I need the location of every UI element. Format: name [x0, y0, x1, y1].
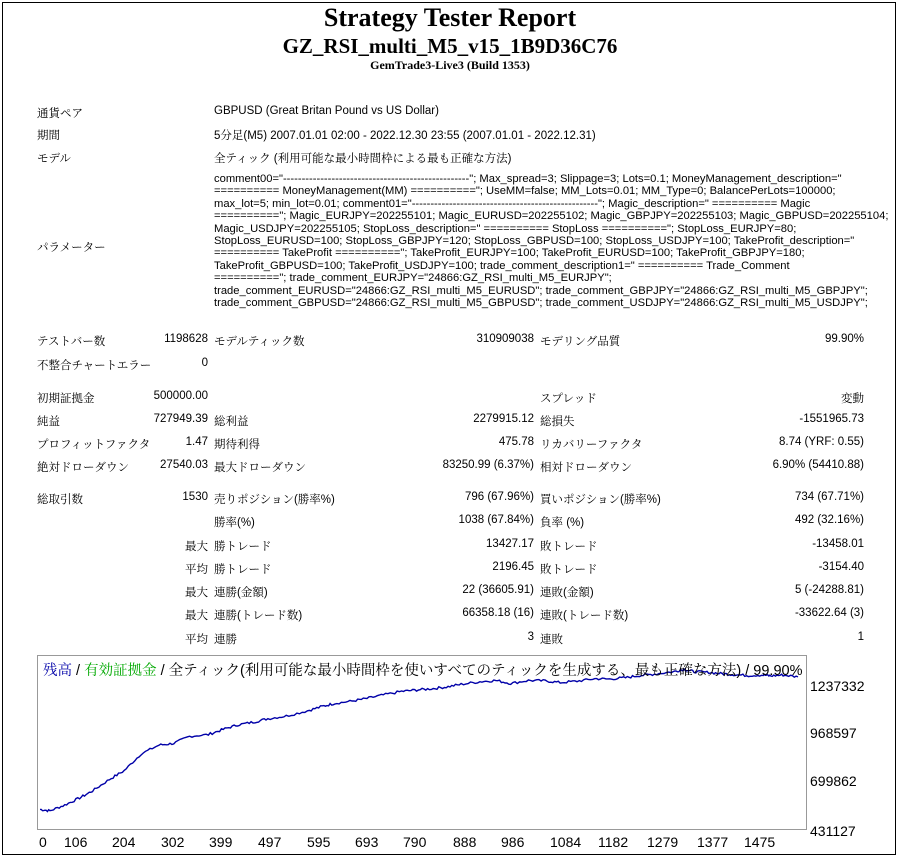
max-prefix-3: 最大 — [185, 610, 208, 622]
max-win-value: 13427.17 — [486, 538, 534, 550]
x-tick-label: 1182 — [598, 834, 629, 850]
cons-wins-count-value: 66358.18 (16) — [462, 607, 534, 619]
x-tick-label: 497 — [258, 834, 282, 850]
expected-payoff-label: 期待利得 — [214, 439, 260, 451]
spread-label: スプレッド — [540, 393, 597, 405]
x-tick-label: 693 — [355, 834, 379, 850]
total-trades-value: 1530 — [182, 491, 208, 503]
absolute-drawdown-value: 27540.03 — [160, 459, 208, 471]
avg-cons-losses-label: 連敗 — [540, 634, 563, 646]
x-tick-label: 204 — [112, 834, 136, 850]
loss-rate-label: 負率 (%) — [540, 517, 585, 529]
parameters-line: =========="; trade_comment_EURJPY="24866:GZ_RSI_multi_M5_EURJPY"; — [214, 272, 612, 285]
relative-drawdown-label: 相対ドローダウン — [540, 462, 632, 474]
gross-loss-value: -1551965.73 — [799, 413, 864, 425]
parameters-line: ========== MoneyManagement(MM) =========="; UseMM=false; MM_Lots=0.01; MM_Type=0; BalancePerLots=100000; — [214, 185, 836, 198]
model-label: モデル — [37, 153, 71, 165]
x-tick-label: 1377 — [697, 834, 729, 850]
cons-losses-amount-label: 連敗(金額) — [540, 587, 594, 599]
x-tick-label: 888 — [453, 834, 477, 850]
balance-line — [40, 669, 798, 811]
win-rate-label: 勝率(%) — [214, 517, 255, 529]
avg-win-label: 勝トレード — [214, 564, 272, 576]
initial-deposit-value: 500000.00 — [153, 390, 208, 402]
x-tick-label: 1279 — [647, 834, 679, 850]
parameters-line: Magic_USDJPY=202255105; StopLoss_description=" ========== StopLoss =========="; StopLoss_EURJPY=80; — [214, 222, 797, 235]
period-label: 期間 — [37, 130, 60, 142]
modeling-quality-value: 99.90% — [824, 333, 864, 345]
expected-payoff-value: 475.78 — [498, 436, 534, 448]
y-tick-label: 1237332 — [810, 678, 865, 694]
parameters-line: trade_comment_GBPUSD="24866:GZ_RSI_multi_M5_GBPUSD"; trade_comment_USDJPY="24866:GZ_RSI_multi_M5_USDJPY"; — [214, 297, 868, 310]
cons-wins-amount-value: 22 (36605.91) — [462, 584, 534, 596]
period-value: 5分足(M5) 2007.01.01 02:00 - 2022.12.30 23:55 (2007.01.01 - 2022.12.31) — [214, 130, 596, 142]
y-tick-label: 431127 — [810, 823, 856, 839]
parameters-line: ========== TakeProfit =========="; TakeProfit_EURJPY=100; TakeProfit_EURUSD=100; TakeProfit_GBPJPY=180; — [214, 247, 805, 260]
x-tick-label: 1084 — [550, 834, 582, 850]
max-win-label: 勝トレード — [214, 541, 272, 553]
mismatch-errors-value: 0 — [201, 357, 208, 369]
symbol-label: 通貨ペア — [37, 108, 83, 120]
chart-legend — [43, 659, 803, 680]
win-rate-value: 1038 (67.84%) — [458, 514, 534, 526]
legend-balance: 残高 — [43, 663, 72, 679]
cons-wins-amount-label: 連勝(金額) — [214, 587, 268, 599]
profit-factor-value: 1.47 — [185, 436, 208, 448]
x-tick-label: 302 — [161, 834, 185, 850]
initial-deposit-label: 初期証拠金 — [37, 393, 95, 405]
net-profit-value: 727949.39 — [153, 413, 208, 425]
parameters-line: StopLoss_EURUSD=100; StopLoss_GBPJPY=120; StopLoss_GBPUSD=100; StopLoss_USDJPY=100; TakeProfit_description=" — [214, 235, 855, 248]
absolute-drawdown-label: 絶対ドローダウン — [37, 462, 129, 474]
y-tick-label: 968597 — [810, 725, 857, 741]
long-positions-value: 734 (67.71%) — [794, 491, 864, 503]
x-tick-label: 0 — [39, 834, 47, 850]
avg-cons-losses-value: 1 — [857, 631, 864, 643]
test-bars-label: テストバー数 — [37, 336, 106, 348]
net-profit-label: 純益 — [37, 416, 60, 428]
max-drawdown-value: 83250.99 (6.37%) — [442, 459, 534, 471]
avg-loss-label: 敗トレード — [540, 564, 598, 576]
model-ticks-value: 310909038 — [476, 333, 534, 345]
x-tick-label: 595 — [307, 834, 331, 850]
legend-separator: / — [72, 663, 85, 679]
gross-loss-label: 総損失 — [540, 416, 575, 428]
avg-prefix-2: 平均 — [185, 634, 208, 646]
gross-profit-value: 2279915.12 — [473, 413, 534, 425]
avg-cons-wins-label: 連勝 — [214, 634, 237, 646]
loss-rate-value: 492 (32.16%) — [794, 514, 864, 526]
short-positions-label: 売りポジション(勝率%) — [214, 494, 335, 506]
parameters-line: TakeProfit_GBPUSD=100; TakeProfit_USDJPY=100; trade_comment_description1=" ========== Trade_Comment — [214, 259, 790, 272]
avg-loss-value: -3154.40 — [818, 561, 864, 573]
spread-value: 変動 — [841, 393, 864, 405]
x-tick-label: 399 — [209, 834, 233, 850]
avg-cons-wins-value: 3 — [527, 631, 534, 643]
y-tick-label: 699862 — [810, 773, 857, 789]
cons-losses-count-value: -33622.64 (3) — [794, 607, 864, 619]
max-drawdown-label: 最大ドローダウン — [214, 462, 306, 474]
x-tick-label: 790 — [403, 834, 427, 850]
symbol-value: GBPUSD (Great Britan Pound vs US Dollar) — [214, 105, 439, 117]
cons-losses-count-label: 連敗(トレード数) — [540, 610, 629, 622]
total-trades-label: 総取引数 — [37, 494, 83, 506]
legend-description: / 全ティック(利用可能な最小時間枠を使いすべてのティックを生成する、最も正確な方法) / 99.90% — [156, 663, 803, 679]
cons-wins-count-label: 連勝(トレード数) — [214, 610, 303, 622]
avg-win-value: 2196.45 — [492, 561, 534, 573]
cons-losses-amount-value: 5 (-24288.81) — [794, 584, 864, 596]
model-value: 全ティック (利用可能な最小時間枠による最も正確な方法) — [214, 153, 512, 165]
modeling-quality-label: モデリング品質 — [540, 336, 621, 348]
parameters-line: =========="; Magic_EURJPY=202255101; Magic_EURUSD=202255102; Magic_GBPJPY=202255103; Magic_GBPUSD=202255104; — [214, 210, 889, 223]
max-loss-value: -13458.01 — [812, 538, 864, 550]
profit-factor-label: プロフィットファクタ — [37, 439, 151, 451]
parameters-label: パラメーター — [37, 242, 106, 254]
ea-name: GZ_RSI_multi_M5_v15_1B9D36C76 — [282, 34, 618, 58]
avg-prefix-1: 平均 — [185, 564, 208, 576]
max-prefix-1: 最大 — [185, 541, 208, 553]
relative-drawdown-value: 6.90% (54410.88) — [772, 459, 864, 471]
x-tick-label: 1475 — [744, 834, 776, 850]
max-prefix-2: 最大 — [185, 587, 208, 599]
mismatch-errors-label: 不整合チャートエラー — [37, 360, 152, 372]
parameters-line: comment00="--------------------------------------------------"; Max_spread=3; Slippage=3; Lots=0.1; MoneyManagement_description=" — [214, 173, 842, 185]
recovery-factor-value: 8.74 (YRF: 0.55) — [778, 436, 864, 448]
gross-profit-label: 総利益 — [214, 416, 249, 428]
parameters-line: trade_comment_EURUSD="24866:GZ_RSI_multi_M5_EURUSD"; trade_comment_GBPJPY="24866:GZ_RSI_multi_M5_GBPJPY"; — [214, 284, 868, 297]
legend-equity: 有効証拠金 — [84, 663, 157, 679]
short-positions-value: 796 (67.96%) — [464, 491, 534, 503]
x-tick-label: 106 — [64, 834, 88, 850]
long-positions-label: 買いポジション(勝率%) — [540, 494, 661, 506]
recovery-factor-label: リカバリーファクタ — [540, 439, 643, 451]
max-loss-label: 敗トレード — [540, 541, 598, 553]
test-bars-value: 1198628 — [164, 333, 208, 345]
report-title: Strategy Tester Report — [323, 3, 577, 32]
parameters-line: max_lot=5; min_lot=0.01; comment01="--------------------------------------------------"; Magic_description=" ========== Magic — [214, 197, 811, 210]
model-ticks-label: モデルティック数 — [214, 336, 305, 348]
x-tick-label: 986 — [501, 834, 525, 850]
server-build: GemTrade3-Live3 (Build 1353) — [370, 58, 530, 72]
